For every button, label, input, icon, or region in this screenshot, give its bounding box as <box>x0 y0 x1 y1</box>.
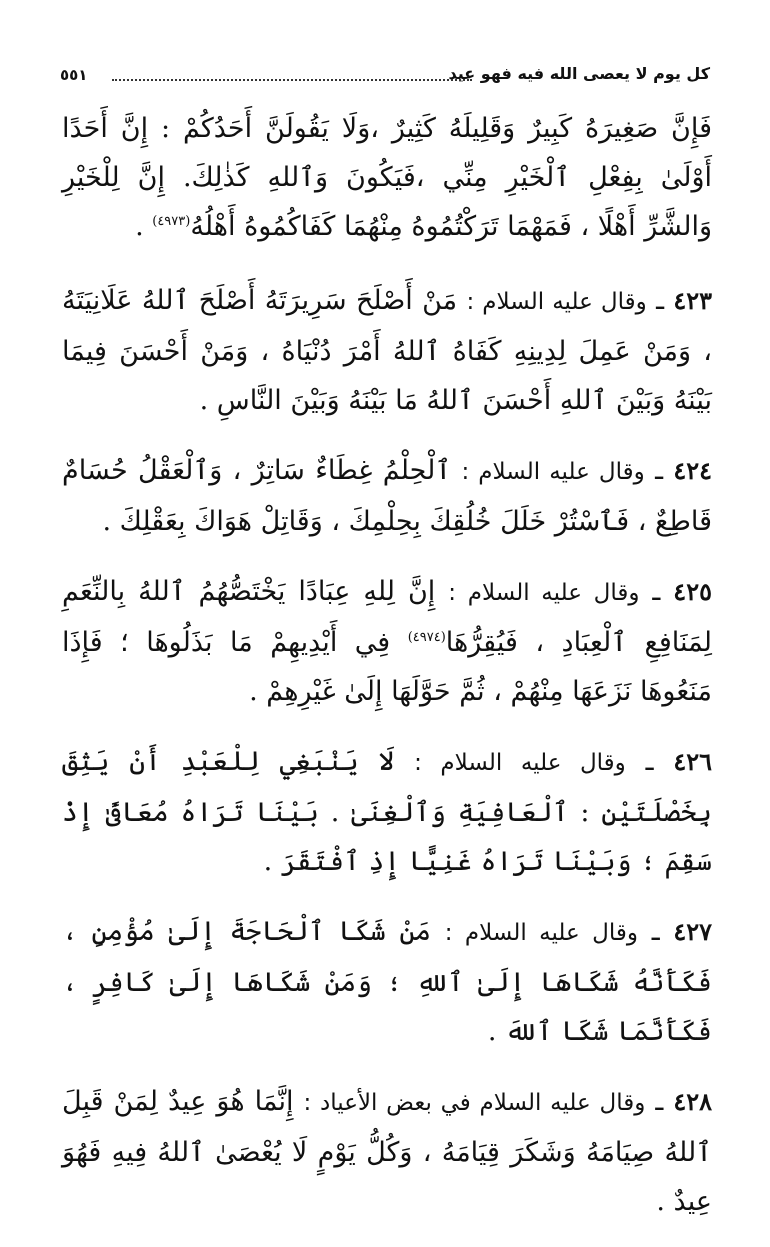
saying-424 <box>62 446 712 546</box>
footnote-marker: (٤٩٧٤) <box>407 630 446 645</box>
saying-text-part2: فِي أَيْدِيهِمْ مَا بَذَلُوهَا ؛ فَإِذَا مَنَعُوهَا نَزَعَهَا مِنْهُمْ ، ثُمَّ حَوَّلَهَا إِلَىٰ غَيْرِهِمْ . <box>62 627 712 707</box>
saying-428 <box>62 1077 712 1226</box>
saying-text: إِنَّمَا هُوَ عِيدٌ لِمَنْ قَبِلَ ٱللهُ صِيَامَهُ وَشَكَرَ قِيَامَهُ ، وَكُلُّ يَوْمٍ لَا يُعْصَىٰ ٱللهُ فِيهِ فَهُوَ عِيدٌ . <box>62 1086 712 1217</box>
saying-text-part1: إِنَّ لِلهِ عِبَادًا يَخْتَصُّهُمُ ٱللهُ بِالنِّعَمِ لِمَنَافِعِ ٱلْعِبَادِ ، فَيُقِرُّهَا <box>62 576 712 658</box>
saying-intro: وقال عليه السلام : <box>444 920 639 946</box>
dash: ـ <box>656 285 664 316</box>
dash: ـ <box>645 746 654 777</box>
saying-426 <box>62 737 712 886</box>
saying-425 <box>62 567 712 716</box>
saying-number: ٤٢٥ <box>673 577 712 606</box>
saying-intro: وقال عليه السلام : <box>448 580 640 606</box>
footnote-marker: (٤٩٧٣) <box>152 214 191 229</box>
opening-text: فَإِنَّ صَغِيرَهُ كَبِيرٌ وَقَلِيلَهُ كَثِيرٌ ،وَلَا يَقُولَنَّ أَحَدُكُمْ : إِنَّ أَحَدًا أَوْلَىٰ بِفِعْلِ ٱلْخَيْرِ مِنِّي ،فَيَكُونَ وَٱللهِ كَذٰلِكَ. إِنَّ لِلْخَيْرِ وَالشَّرِّ أَهْلًا ، فَمَهْمَا تَرَكْتُمُوهُ مِنْهُمَا كَفَاكُمُوهُ أَهْلُهُ <box>62 113 712 242</box>
saying-intro: وقال عليه السلام في بعض الأعياد : <box>303 1090 646 1116</box>
dotted-leader <box>112 79 472 81</box>
page-header <box>60 60 710 94</box>
saying-text: مَنْ شَكَا ٱلْحَاجَةَ إِلَىٰ مُؤْمِنٍ ، فَكَأَنَّهُ شَكَاهَا إِلَىٰ ٱللهِ ؛ وَمَنْ شَكَاهَا إِلَىٰ كَافِرٍ ، فَكَأَنَّمَا شَكَا ٱللهَ . <box>62 916 712 1047</box>
saying-text: مَنْ أَصْلَحَ سَرِيرَتَهُ أَصْلَحَ ٱللهُ عَلَانِيَتَهُ ، وَمَنْ عَمِلَ لِدِينِهِ كَفَاهُ ٱللهُ أَمْرَ دُنْيَاهُ ، وَمَنْ أَحْسَنَ فِيمَا بَيْنَهُ وَبَيْنَ ٱللهِ أَحْسَنَ ٱللهُ مَا بَيْنَهُ وَبَيْنَ النَّاسِ . <box>62 285 712 416</box>
running-title: كل يوم لا يعصى الله فيه فهو عيد <box>448 64 710 83</box>
dash: ـ <box>655 455 663 486</box>
saying-number: ٤٢٧ <box>673 917 712 946</box>
saying-number: ٤٢٨ <box>673 1087 712 1116</box>
opening-paragraph <box>62 104 712 251</box>
saying-intro: وقال عليه السلام : <box>414 750 626 776</box>
saying-423 <box>62 276 712 425</box>
saying-427 <box>62 907 712 1056</box>
saying-text: لَا يَنْبَغِي لِلْعَبْدِ أَنْ يَثِقَ بِخَصْلَتَيْنِ : ٱلْعَافِيَةِ وَٱلْغِنَىٰ . بَيْنَا تَرَاهُ مُعَافًىٰ إِذْ سَقِمَ ؛ وَبَيْنَا تَرَاهُ غَنِيًّا إِذِ ٱفْتَقَرَ . <box>62 746 712 877</box>
dash: ـ <box>655 1086 664 1117</box>
saying-number: ٤٢٣ <box>673 286 712 315</box>
saying-text: ٱلْحِلْمُ غِطَاءٌ سَاتِرٌ ، وَٱلْعَقْلُ حُسَامٌ قَاطِعٌ ، فَٱسْتُرْ خَلَلَ خُلُقِكَ بِحِلْمِكَ ، وَقَاتِلْ هَوَاكَ بِعَقْلِكَ . <box>62 455 712 537</box>
saying-intro: وقال عليه السلام : <box>466 289 647 315</box>
opening-end: . <box>135 211 153 242</box>
saying-number: ٤٢٤ <box>673 456 712 485</box>
saying-number: ٤٢٦ <box>673 747 712 776</box>
page-number: ٥٥١ <box>60 66 88 84</box>
dash: ـ <box>652 576 661 607</box>
saying-intro: وقال عليه السلام : <box>461 459 645 485</box>
dash: ـ <box>651 916 660 947</box>
page-body <box>62 104 712 1247</box>
